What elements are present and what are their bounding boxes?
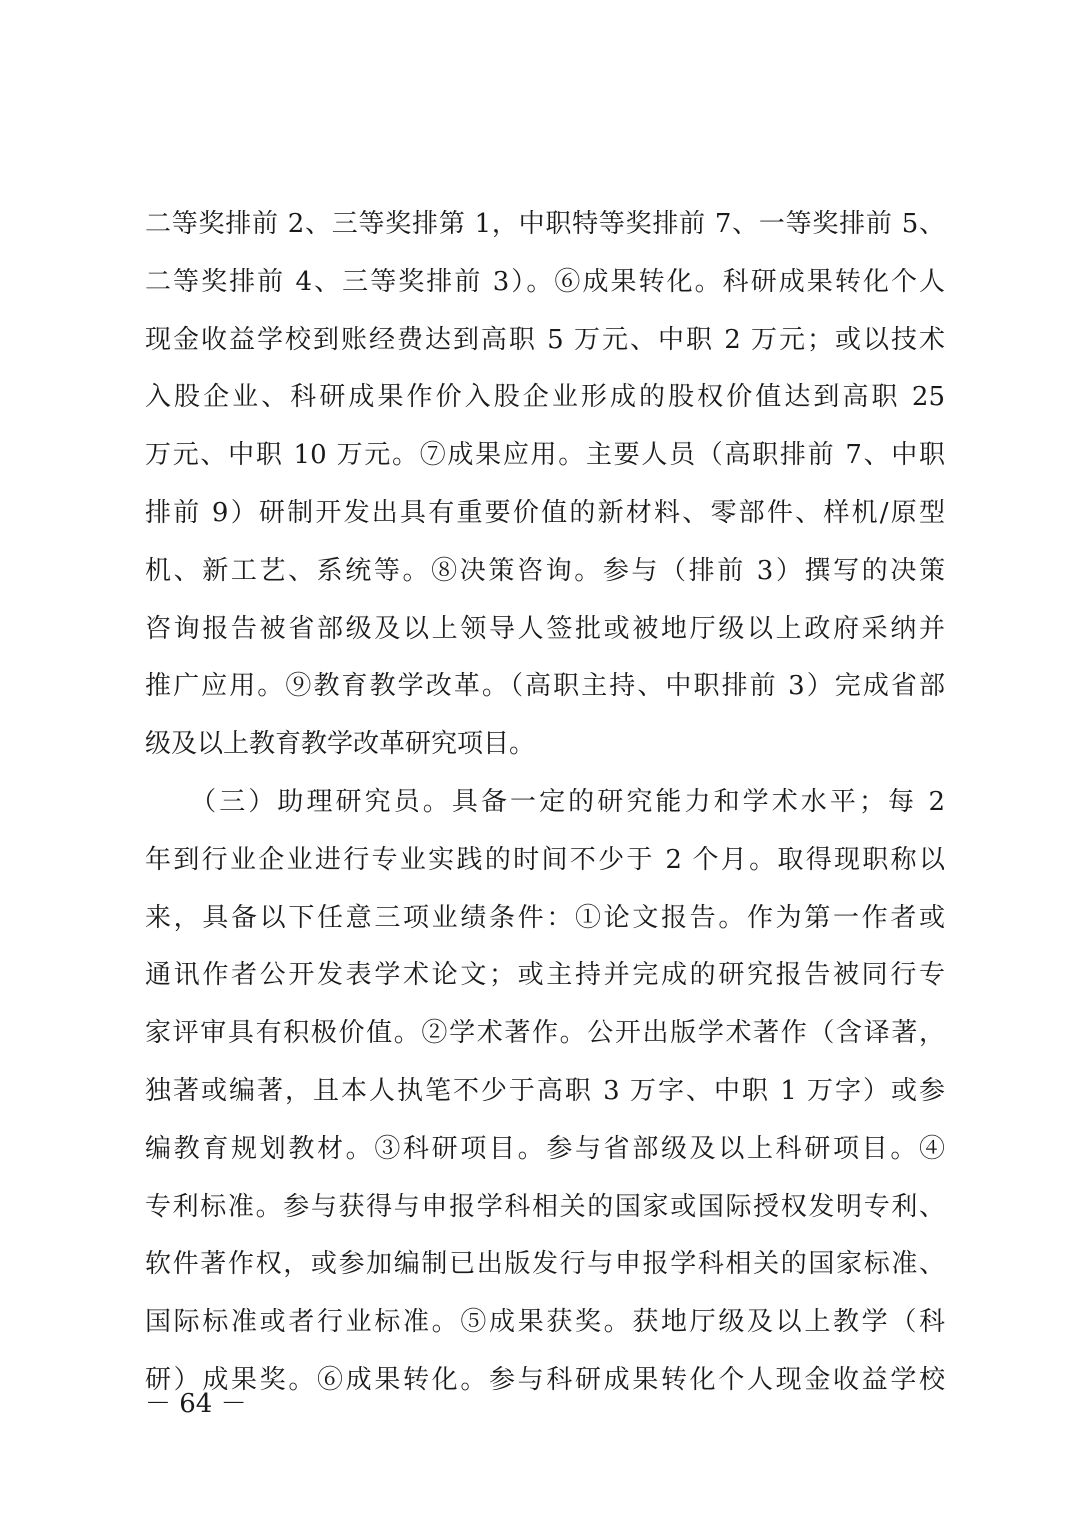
text-line: 万元、中职 10 万元。⑦成果应用。主要人员（高职排前 7、中职 — [145, 440, 945, 471]
body-text — [145, 196, 945, 1410]
page-number: － 64 － — [145, 1389, 247, 1419]
text-line: 独著或编著，且本人执笔不少于高职 3 万字、中职 1 万字）或参 — [145, 1075, 945, 1106]
text-line: 二等奖排前 2、三等奖排第 1，中职特等奖排前 7、一等奖排前 5、 — [145, 209, 945, 239]
text-line: 推广应用。⑨教育教学改革。（高职主持、中职排前 3）完成省部 — [145, 671, 945, 702]
text-line: 家评审具有积极价值。②学术著作。公开出版学术著作（含译著， — [145, 1018, 945, 1049]
text-line: 通讯作者公开发表学术论文；或主持并完成的研究报告被同行专 — [145, 960, 945, 991]
text-line: 研）成果奖。⑥成果转化。参与科研成果转化个人现金收益学校 — [145, 1364, 945, 1395]
text-line: 二等奖排前 4、三等奖排前 3）。⑥成果转化。科研成果转化个人 — [145, 266, 945, 297]
text-line: 年到行业企业进行专业实践的时间不少于 2 个月。取得现职称以 — [145, 844, 945, 875]
section-heading-line: （三）助理研究员。具备一定的研究能力和学术水平；每 2 — [145, 786, 945, 817]
text-line: 咨询报告被省部级及以上领导人签批或被地厅级以上政府采纳并 — [145, 613, 945, 644]
text-line: 现金收益学校到账经费达到高职 5 万元、中职 2 万元；或以技术 — [145, 324, 945, 355]
text-line: 国际标准或者行业标准。⑤成果获奖。获地厅级及以上教学（科 — [145, 1307, 945, 1338]
text-line: 排前 9）研制开发出具有重要价值的新材料、零部件、样机/原型 — [145, 497, 945, 528]
text-line: 来，具备以下任意三项业绩条件：①论文报告。作为第一作者或 — [145, 902, 945, 933]
text-line: 编教育规划教材。③科研项目。参与省部级及以上科研项目。④ — [145, 1133, 945, 1164]
text-line: 入股企业、科研成果作价入股企业形成的股权价值达到高职 25 — [145, 382, 945, 413]
text-line: 专利标准。参与获得与申报学科相关的国家或国际授权发明专利、 — [145, 1191, 945, 1222]
paragraph-end-line: 级及以上教育教学改革研究项目。 — [145, 729, 536, 760]
text-line: 机、新工艺、系统等。⑧决策咨询。参与（排前 3）撰写的决策 — [145, 555, 945, 586]
text-line: 软件著作权，或参加编制已出版发行与申报学科相关的国家标准、 — [145, 1249, 945, 1280]
